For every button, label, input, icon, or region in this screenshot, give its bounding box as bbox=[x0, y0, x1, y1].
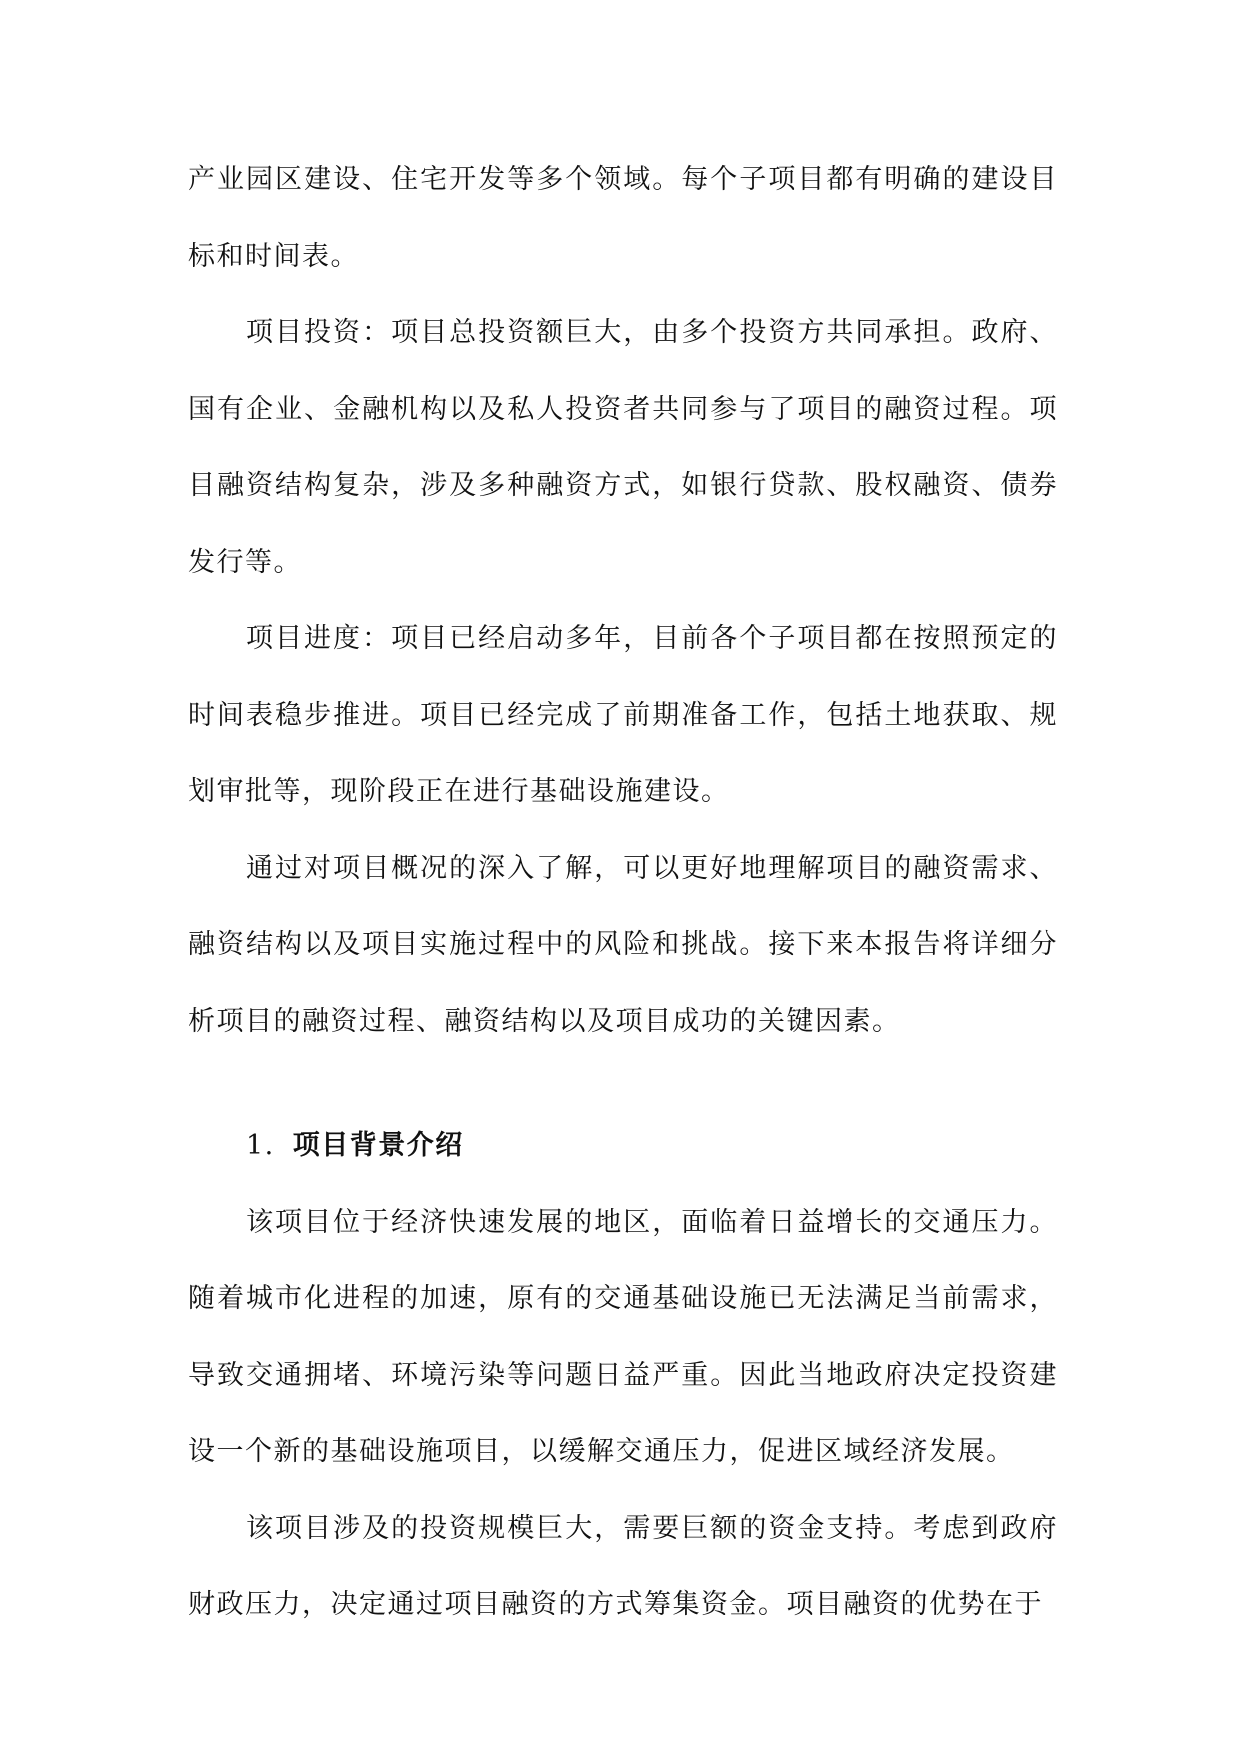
section-heading bbox=[188, 1108, 1058, 1185]
document-body bbox=[188, 142, 1058, 1644]
paragraph-continuation: 产业园区建设、住宅开发等多个领域。每个子项目都有明确的建设目标和时间表。 bbox=[188, 164, 1058, 272]
section-number: 1. bbox=[246, 1130, 275, 1161]
paragraph-background: 该项目位于经济快速发展的地区，面临着日益增长的交通压力。随着城市化进程的加速，原有的交通基础设施已无法满足当前需求，导致交通拥堵、环境污染等问题日益严重。因此当地政府决定投资建设一个新的基础设施项目，以缓解交通压力，促进区域经济发展。 bbox=[188, 1206, 1058, 1467]
paragraph-project-progress: 项目进度：项目已经启动多年，目前各个子项目都在按照预定的时间表稳步推进。项目已经完成了前期准备工作，包括土地获取、规划审批等，现阶段正在进行基础设施建设。 bbox=[188, 623, 1058, 807]
paragraph-project-investment: 项目投资：项目总投资额巨大，由多个投资方共同承担。政府、国有企业、金融机构以及私人投资者共同参与了项目的融资过程。项目融资结构复杂，涉及多种融资方式，如银行贷款、股权融资、债券发行等。 bbox=[188, 317, 1058, 578]
paragraph-financing-scale: 该项目涉及的投资规模巨大，需要巨额的资金支持。考虑到政府财政压力，决定通过项目融资的方式筹集资金。项目融资的优势在于 bbox=[188, 1512, 1058, 1620]
section-title: 项目背景介绍 bbox=[292, 1130, 464, 1161]
paragraph-overview-summary: 通过对项目概况的深入了解，可以更好地理解项目的融资需求、融资结构以及项目实施过程中的风险和挑战。接下来本报告将详细分析项目的融资过程、融资结构以及项目成功的关键因素。 bbox=[188, 852, 1058, 1037]
